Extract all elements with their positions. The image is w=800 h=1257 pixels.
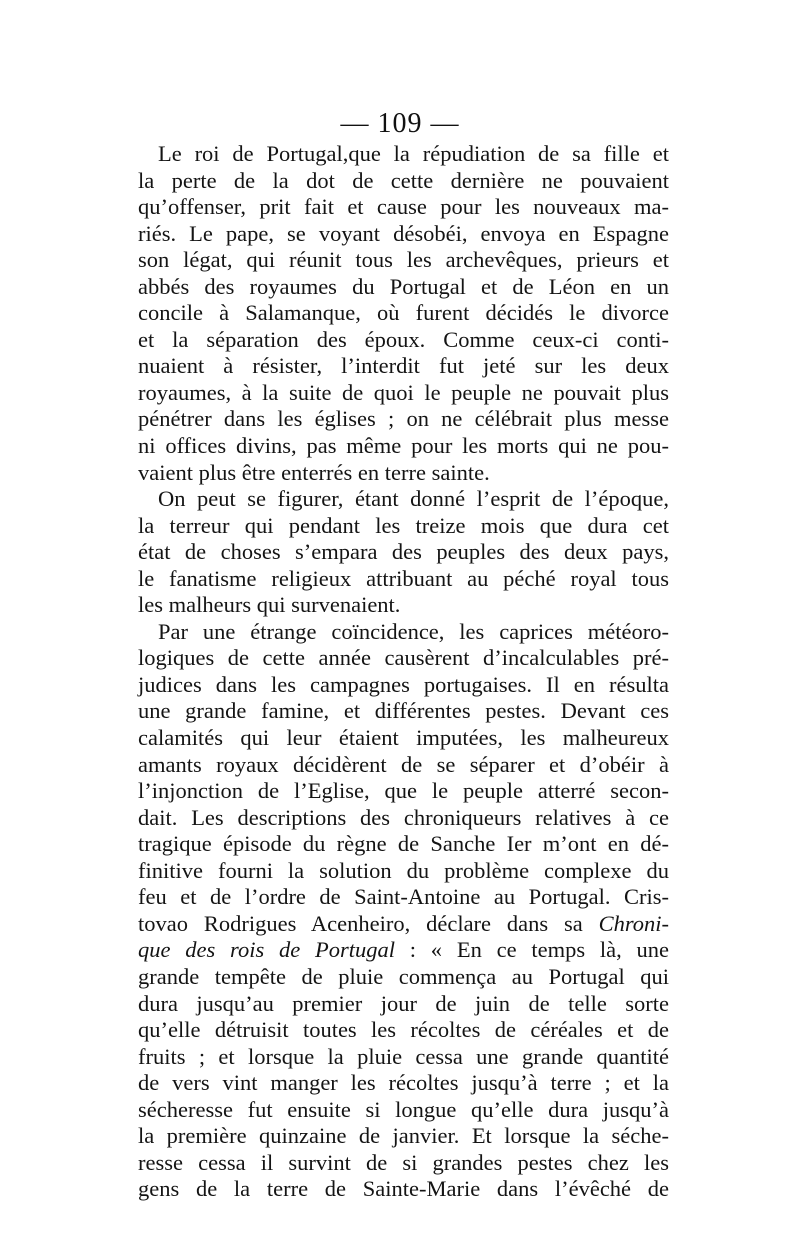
text-line: état de choses s’empara des peuples des deux pays,: [138, 539, 669, 565]
text-line: dura jusqu’au premier jour de juin de telle sorte: [138, 990, 669, 1016]
text-line: pénétrer dans les églises ; on ne célébrait plus messe: [138, 406, 669, 432]
text-line: ni offices divins, pas même pour les morts qui ne pou-: [138, 433, 669, 459]
italic-title: Chroni-: [598, 910, 669, 936]
text-line: vaient plus être enterrés en terre sainte.: [138, 459, 490, 485]
italic-title: que des rois de Portugal: [138, 937, 395, 963]
text-line: finitive fourni la solution du problème complexe du: [138, 857, 669, 883]
text-line: feu et de l’ordre de Saint-Antoine au Portugal. Cris-: [138, 884, 669, 910]
text-line: la terreur qui pendant les treize mois que dura cet: [138, 512, 669, 538]
text-line: le fanatisme religieux attribuant au péché royal tous: [138, 565, 669, 591]
text-line: sécheresse fut ensuite si longue qu’elle dura jusqu’à: [138, 1096, 669, 1122]
text-line: une grande famine, et différentes pestes. Devant ces: [138, 698, 669, 724]
text-line: logiques de cette année causèrent d’incalculables pré-: [138, 645, 669, 671]
text-line: Par une étrange coïncidence, les caprices météoro-: [158, 618, 669, 644]
text-line: concile à Salamanque, où furent décidés le divorce: [138, 300, 669, 326]
text-line: Le roi de Portugal,que la répudiation de sa fille et: [158, 141, 669, 166]
body-text: [138, 141, 669, 1203]
text-line: On peut se figurer, étant donné l’esprit de l’époque,: [158, 486, 669, 512]
text-line: [138, 911, 669, 938]
text-line: la perte de la dot de cette dernière ne pouvaient: [138, 167, 669, 193]
text-line: calamités qui leur étaient imputées, les malheureux: [138, 725, 669, 751]
page-number: — 109 —: [340, 108, 460, 139]
text-line: et la séparation des époux. Comme ceux-ci conti-: [138, 326, 669, 352]
text-run: tovao Rodrigues Acenheiro, déclare dans sa: [138, 910, 599, 936]
text-line: royaumes, à la suite de quoi le peuple ne pouvait plus: [138, 379, 669, 405]
text-line: judices dans les campagnes portugaises. Il en résulta: [138, 671, 669, 697]
text-line: l’injonction de l’Eglise, que le peuple atterré secon-: [138, 778, 669, 804]
text-line: fruits ; et lorsque la pluie cessa une grande quantité: [138, 1043, 669, 1069]
text-line: gens de la terre de Sainte-Marie dans l’évêché de: [138, 1176, 669, 1202]
text-line: amants royaux décidèrent de se séparer et d’obéir à: [138, 751, 669, 777]
text-line: qu’elle détruisit toutes les récoltes de céréales et de: [138, 1017, 669, 1043]
text-line: la première quinzaine de janvier. Et lorsque la séche-: [138, 1123, 669, 1149]
text-line: de vers vint manger les récoltes jusqu’à terre ; et la: [138, 1070, 669, 1096]
text-line: grande tempête de pluie commença au Portugal qui: [138, 963, 669, 989]
text-line: tragique épisode du règne de Sanche Ier m’ont en dé-: [138, 831, 669, 857]
text-run: : « En ce temps là, une: [395, 937, 669, 963]
text-line: dait. Les descriptions des chroniqueurs relatives à ce: [138, 804, 669, 830]
text-line: son légat, qui réunit tous les archevêques, prieurs et: [138, 247, 669, 273]
text-line: les malheurs qui survenaient.: [138, 592, 401, 618]
text-line: riés. Le pape, se voyant désobéi, envoya en Espagne: [138, 220, 669, 246]
text-line: [138, 937, 669, 964]
text-line: abbés des royaumes du Portugal et de Léon en un: [138, 273, 669, 299]
text-line: qu’offenser, prit fait et cause pour les nouveaux ma-: [138, 194, 669, 220]
text-line: nuaient à résister, l’interdit fut jeté sur les deux: [138, 353, 669, 379]
text-line: resse cessa il survint de si grandes pestes chez les: [138, 1149, 669, 1175]
